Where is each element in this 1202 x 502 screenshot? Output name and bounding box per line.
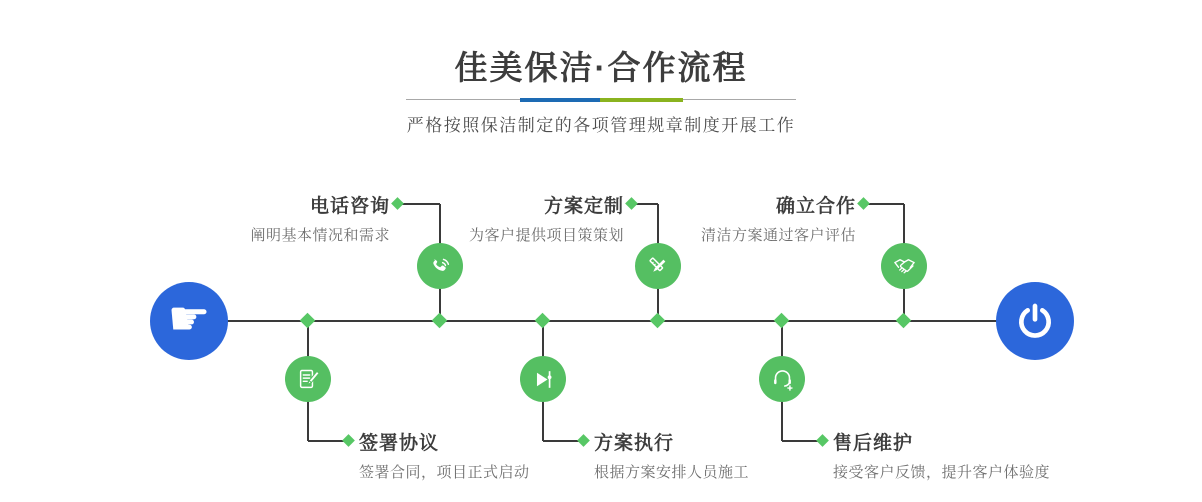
step-after-sales [833,428,1050,482]
divider-green-segment [600,98,683,102]
step-title: 确立合作 [775,196,856,217]
step-desc: 阐明基本情况和需求 [250,227,390,244]
page-title: 佳美保洁·合作流程 [454,49,748,86]
document-pen-icon [295,366,322,393]
play-slider-icon [530,366,557,393]
power-icon [1015,301,1055,341]
step-sign-agreement [359,428,530,482]
step-node-phone [417,243,463,289]
connector-hline [398,203,440,205]
step-desc: 签署合同，项目正式启动 [359,464,530,481]
step-plan-execute [594,428,749,482]
step-title: 售后维护 [833,433,914,454]
diamond-marker [625,197,638,210]
flow-start-node [150,282,228,360]
step-title: 方案执行 [594,433,675,454]
step-establish-coop [701,191,856,245]
diamond-marker [342,434,355,447]
diamond-marker [816,434,829,447]
timeline-diamond [432,313,448,329]
timeline-diamond [300,313,316,329]
diamond-marker [857,197,870,210]
timeline-diamond [774,313,790,329]
step-title: 签署协议 [359,433,440,454]
step-node-execute [520,356,566,402]
step-plan-custom [469,191,624,245]
step-node-aftersale [759,356,805,402]
divider-blue-segment [520,98,600,102]
title-divider [406,99,796,100]
step-desc: 清洁方案通过客户评估 [700,227,856,244]
diamond-marker [577,434,590,447]
diamond-marker [391,197,404,210]
headset-plus-icon [769,366,796,393]
handshake-icon [891,253,918,280]
pointing-hand-icon: ☛ [167,291,211,347]
phone-icon [427,253,454,280]
step-title: 方案定制 [543,196,624,217]
flow-end-node [996,282,1074,360]
page-subtitle: 严格按照保洁制定的各项管理规章制度开展工作 [406,116,796,135]
step-phone-consult [250,191,390,245]
step-desc: 根据方案安排人员施工 [594,464,750,481]
step-node-cooperation [881,243,927,289]
step-desc: 为客户提供项目策策划 [468,227,624,244]
timeline-diamond [650,313,666,329]
step-desc: 接受客户反馈，提升客户体验度 [833,464,1051,481]
timeline-diamond [535,313,551,329]
step-node-agreement [285,356,331,402]
pencil-ruler-icon [645,253,672,280]
step-node-plan [635,243,681,289]
step-title: 电话咨询 [309,196,390,217]
timeline-diamond [896,313,912,329]
